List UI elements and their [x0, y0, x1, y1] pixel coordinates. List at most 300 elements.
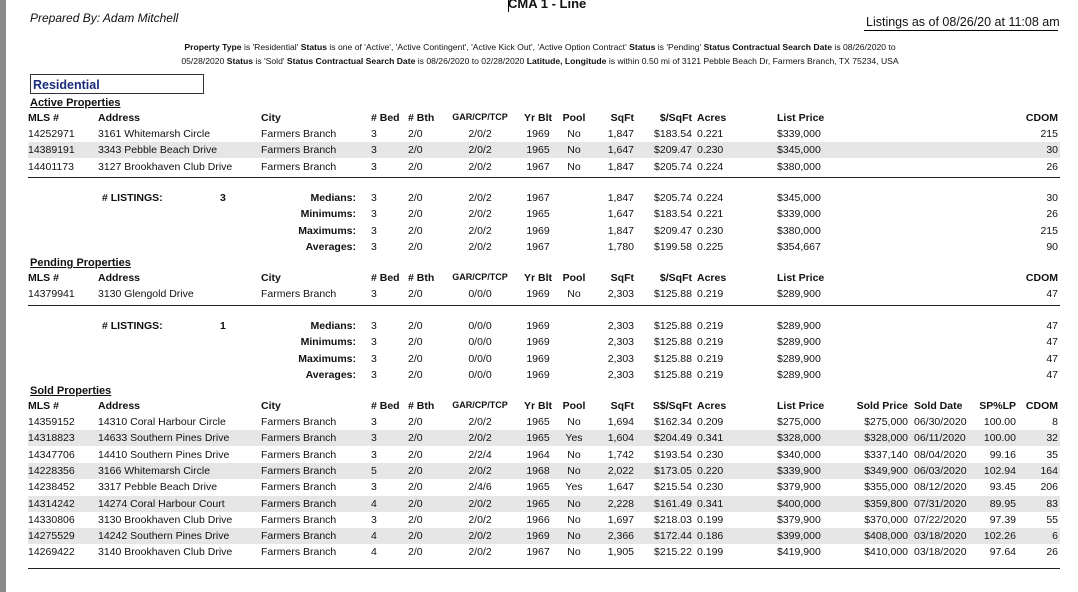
cell-mls: 14330806 [28, 513, 75, 526]
cell-bth: 2/0 [408, 513, 423, 526]
cell-sold-price: $337,140 [864, 448, 908, 461]
column-header-acres: Acres [697, 112, 727, 124]
column-header-mls: MLS # [28, 272, 59, 284]
table-row [28, 463, 1060, 479]
cell-yr: 1965 [526, 497, 550, 510]
column-header-gar: GAR/CP/TCP [452, 400, 508, 410]
column-header-pool: Pool [562, 112, 586, 124]
cell-yr: 1967 [526, 160, 550, 173]
listings-count-label: # LISTINGS: [102, 320, 163, 332]
cell-list: $339,000 [777, 128, 821, 140]
stat-gar: 2/0/2 [468, 208, 492, 221]
cell-mls: 14379941 [28, 288, 75, 300]
stat-psqft: $209.47 [654, 224, 692, 237]
cell-cdom: 8 [1052, 416, 1058, 428]
cell-bed: 3 [371, 481, 377, 494]
stat-acres: 0.219 [697, 320, 724, 332]
cell-yr: 1964 [526, 448, 550, 461]
stat-list: $339,000 [777, 208, 821, 221]
column-header-pool: Pool [562, 400, 586, 412]
cell-city: Farmers Branch [261, 288, 337, 300]
cell-yr: 1965 [526, 144, 550, 157]
cell-bed: 5 [371, 464, 377, 477]
cell-yr: 1967 [526, 546, 550, 559]
cell-bed: 3 [371, 513, 377, 526]
cell-acres: 0.230 [697, 481, 724, 494]
summary-row [28, 239, 1060, 255]
column-header-bth: # Bth [408, 272, 435, 284]
column-header-bed: # Bed [371, 400, 400, 412]
stat-sqft: 1,780 [607, 240, 634, 253]
stat-cdom: 47 [1046, 336, 1058, 349]
cell-psqft: $172.44 [654, 530, 692, 543]
cell-gar: 2/0/2 [468, 160, 492, 173]
column-header-cdom: CDOM [1025, 400, 1058, 412]
criteria-field: Status Contractual Search Date [703, 42, 833, 52]
cell-yr: 1968 [526, 464, 550, 477]
summary-row [28, 318, 1060, 334]
summary-row [28, 334, 1060, 350]
cell-yr: 1969 [526, 530, 550, 543]
cell-acres: 0.341 [697, 497, 724, 510]
column-header-sqft: SqFt [610, 400, 634, 412]
stat-cdom: 47 [1046, 320, 1058, 332]
cell-acres: 0.341 [697, 432, 724, 445]
cell-address: 3343 Pebble Beach Drive [98, 144, 218, 157]
criteria-value: is 08/26/2020 to 02/28/2020 [415, 56, 527, 66]
cell-psqft: $215.22 [654, 546, 692, 559]
cell-psqft: $218.03 [654, 513, 692, 526]
cell-psqft: $162.34 [654, 416, 692, 428]
cell-bed: 4 [371, 530, 377, 543]
column-header-row [28, 399, 1060, 414]
cell-address: 14633 Southern Pines Drive [98, 432, 230, 445]
listings-count-label: # LISTINGS: [102, 192, 163, 204]
cell-mls: 14347706 [28, 448, 75, 461]
listings-as-of: Listings as of 08/26/20 at 11:08 am [866, 15, 1060, 29]
cell-city: Farmers Branch [261, 160, 337, 173]
criteria-field: Property Type [184, 42, 242, 52]
cell-bed: 4 [371, 546, 377, 559]
section-title-sold: Sold Properties [30, 385, 112, 397]
cell-city: Farmers Branch [261, 497, 337, 510]
cell-city: Farmers Branch [261, 530, 337, 543]
stat-yr: 1969 [526, 368, 550, 381]
section-divider [28, 305, 1060, 306]
table-row [28, 479, 1060, 495]
cell-pool: No [567, 464, 581, 477]
cell-gar: 2/0/2 [468, 432, 492, 445]
column-header-list: List Price [777, 112, 825, 124]
column-header-psqft: $/SqFt [659, 272, 692, 284]
stat-bed: 3 [371, 368, 377, 381]
cell-acres: 0.209 [697, 416, 724, 428]
stat-bed: 3 [371, 336, 377, 349]
section-title-pending: Pending Properties [30, 257, 131, 269]
cell-sold-date: 07/31/2020 [914, 497, 967, 510]
listings-count: 3 [220, 192, 226, 204]
cell-bed: 3 [371, 288, 377, 300]
cell-sqft: 1,647 [607, 481, 634, 494]
cell-address: 14274 Coral Harbour Court [98, 497, 225, 510]
cell-cdom: 35 [1046, 448, 1058, 461]
criteria-field: Status Contractual Search Date [286, 56, 416, 66]
stat-list: $289,900 [777, 336, 821, 349]
cell-sqft: 1,847 [607, 160, 634, 173]
stat-psqft: $183.54 [654, 208, 692, 221]
table-row [28, 447, 1060, 463]
cell-bth: 2/0 [408, 432, 423, 445]
stat-cdom: 215 [1040, 224, 1058, 237]
cell-list: $379,900 [777, 481, 821, 494]
cell-yr: 1965 [526, 416, 550, 428]
cell-address: 3166 Whitemarsh Circle [98, 464, 211, 477]
cell-address: 3130 Glengold Drive [98, 288, 194, 300]
cell-cdom: 164 [1040, 464, 1058, 477]
stat-label-averages: Averages: [305, 368, 356, 381]
stat-label-minimums: Minimums: [300, 208, 356, 221]
cell-list: $340,000 [777, 448, 821, 461]
stat-psqft: $125.88 [654, 320, 692, 332]
cell-bth: 2/0 [408, 497, 423, 510]
stat-yr: 1969 [526, 224, 550, 237]
cell-bth: 2/0 [408, 160, 423, 173]
summary-row [28, 206, 1060, 222]
cell-sold-price: $410,000 [864, 546, 908, 559]
left-scroll-edge [0, 0, 6, 592]
cell-sqft: 2,366 [607, 530, 634, 543]
column-header-gar: GAR/CP/TCP [452, 272, 508, 282]
cell-gar: 2/0/2 [468, 464, 492, 477]
table-row [28, 159, 1060, 175]
cell-cdom: 26 [1046, 160, 1058, 173]
cell-bth: 2/0 [408, 128, 423, 140]
cell-sold-price: $408,000 [864, 530, 908, 543]
column-header-cdom: CDOM [1025, 272, 1058, 284]
cell-mls: 14318823 [28, 432, 75, 445]
stat-yr: 1967 [526, 192, 550, 204]
stat-cdom: 26 [1046, 208, 1058, 221]
cell-sqft: 1,697 [607, 513, 634, 526]
criteria-line-1 [100, 40, 980, 54]
column-header-address: Address [98, 400, 141, 412]
cell-cdom: 215 [1040, 128, 1058, 140]
cell-city: Farmers Branch [261, 513, 337, 526]
cell-psqft: $204.49 [654, 432, 692, 445]
stat-bth: 2/0 [408, 368, 423, 381]
stat-bed: 3 [371, 352, 377, 365]
cell-splp: 89.95 [989, 497, 1016, 510]
cell-gar: 2/0/2 [468, 128, 492, 140]
cell-yr: 1965 [526, 481, 550, 494]
cell-psqft: $193.54 [654, 448, 692, 461]
column-header-list: List Price [777, 400, 825, 412]
cell-gar: 2/0/2 [468, 144, 492, 157]
cell-gar: 2/0/2 [468, 530, 492, 543]
table-row [28, 286, 1060, 302]
cell-mls: 14314242 [28, 497, 75, 510]
cell-mls: 14269422 [28, 546, 75, 559]
cell-address: 14310 Coral Harbour Circle [98, 416, 226, 428]
stat-yr: 1965 [526, 208, 550, 221]
section-divider [28, 568, 1060, 569]
stat-list: $345,000 [777, 192, 821, 204]
stat-yr: 1969 [526, 320, 550, 332]
column-header-psqft: $/SqFt [659, 112, 692, 124]
stat-bth: 2/0 [408, 208, 423, 221]
column-header-address: Address [98, 112, 141, 124]
stat-yr: 1969 [526, 336, 550, 349]
cell-mls: 14275529 [28, 530, 75, 543]
cell-cdom: 206 [1040, 481, 1058, 494]
column-header-cdom: CDOM [1025, 112, 1058, 124]
summary-row [28, 367, 1060, 383]
column-header-city: City [261, 400, 281, 412]
cell-acres: 0.219 [697, 288, 724, 300]
column-header-mls: MLS # [28, 112, 59, 124]
cell-acres: 0.221 [697, 128, 724, 140]
stat-bed: 3 [371, 240, 377, 253]
cell-bth: 2/0 [408, 464, 423, 477]
cell-psqft: $161.49 [654, 497, 692, 510]
table-row [28, 142, 1060, 158]
stat-psqft: $205.74 [654, 192, 692, 204]
stat-acres: 0.219 [697, 368, 724, 381]
cell-yr: 1965 [526, 432, 550, 445]
cell-yr: 1969 [526, 288, 550, 300]
column-header-row [28, 111, 1060, 126]
cell-acres: 0.199 [697, 546, 724, 559]
report-title: CMA 1 - Line [508, 0, 587, 11]
cell-bth: 2/0 [408, 546, 423, 559]
column-header-city: City [261, 112, 281, 124]
stat-cdom: 90 [1046, 240, 1058, 253]
criteria-line-2 [100, 54, 980, 68]
section-title-active: Active Properties [30, 97, 121, 109]
cell-city: Farmers Branch [261, 448, 337, 461]
criteria-value: is 'Sold' [253, 56, 287, 66]
column-header-sold-date: Sold Date [914, 400, 963, 412]
summary-row [28, 190, 1060, 206]
cell-sqft: 2,022 [607, 464, 634, 477]
cell-sold-date: 07/22/2020 [914, 513, 967, 526]
cell-city: Farmers Branch [261, 464, 337, 477]
stat-gar: 0/0/0 [468, 336, 492, 349]
cell-splp: 100.00 [983, 416, 1016, 428]
cell-yr: 1969 [526, 128, 550, 140]
cell-acres: 0.186 [697, 530, 724, 543]
cell-pool: No [567, 160, 581, 173]
cell-list: $379,900 [777, 513, 821, 526]
cell-splp: 100.00 [983, 432, 1016, 445]
stat-yr: 1969 [526, 352, 550, 365]
column-header-acres: Acres [697, 400, 727, 412]
stat-sqft: 1,847 [607, 192, 634, 204]
column-header-mls: MLS # [28, 400, 59, 412]
cell-pool: No [567, 288, 581, 300]
as-of-underline [864, 30, 1058, 31]
column-header-splp: SP%LP [979, 400, 1016, 412]
cell-bth: 2/0 [408, 530, 423, 543]
stat-gar: 2/0/2 [468, 240, 492, 253]
cell-sold-date: 03/18/2020 [914, 530, 967, 543]
cell-pool: No [567, 530, 581, 543]
cell-bed: 3 [371, 128, 377, 140]
stat-list: $289,900 [777, 320, 821, 332]
cell-gar: 2/0/2 [468, 497, 492, 510]
stat-list: $354,667 [777, 240, 821, 253]
table-row [28, 512, 1060, 528]
stat-gar: 0/0/0 [468, 352, 492, 365]
cell-sold-price: $349,900 [864, 464, 908, 477]
table-row [28, 126, 1060, 142]
criteria-value: is one of 'Active', 'Active Contingent', 'Active Kick Out', 'Active Option Contract' [327, 42, 630, 52]
cell-sold-date: 08/04/2020 [914, 448, 967, 461]
stat-list: $289,900 [777, 352, 821, 365]
cell-sqft: 1,604 [607, 432, 634, 445]
stat-sqft: 2,303 [607, 352, 634, 365]
table-row [28, 430, 1060, 446]
cell-mls: 14359152 [28, 416, 75, 428]
cell-psqft: $209.47 [654, 144, 692, 157]
cell-acres: 0.199 [697, 513, 724, 526]
stat-psqft: $125.88 [654, 352, 692, 365]
stat-bed: 3 [371, 192, 377, 204]
cell-mls: 14401173 [28, 160, 74, 173]
column-header-sqft: SqFt [610, 112, 634, 124]
cell-city: Farmers Branch [261, 432, 337, 445]
cell-sold-price: $355,000 [864, 481, 908, 494]
cell-psqft: $183.54 [654, 128, 692, 140]
stat-cdom: 30 [1046, 192, 1058, 204]
cell-pool: No [567, 416, 581, 428]
table-row [28, 496, 1060, 512]
stat-bed: 3 [371, 208, 377, 221]
cell-sold-date: 08/12/2020 [914, 481, 967, 494]
stat-label-minimums: Minimums: [300, 336, 356, 349]
cell-gar: 2/0/2 [468, 546, 492, 559]
cell-gar: 2/4/6 [468, 481, 492, 494]
stat-psqft: $125.88 [654, 336, 692, 349]
cell-sqft: 2,228 [607, 497, 634, 510]
stat-gar: 0/0/0 [468, 320, 492, 332]
cell-pool: No [567, 513, 581, 526]
stat-label-maximums: Maximums: [298, 224, 356, 237]
cell-bed: 4 [371, 497, 377, 510]
cell-sqft: 1,647 [607, 144, 634, 157]
criteria-value: is 'Pending' [655, 42, 704, 52]
summary-row [28, 351, 1060, 367]
column-header-pool: Pool [562, 272, 586, 284]
cell-sold-price: $275,000 [864, 416, 908, 428]
cell-splp: 102.26 [983, 530, 1016, 543]
cell-mls: 14252971 [28, 128, 75, 140]
cell-acres: 0.230 [697, 144, 724, 157]
cell-sqft: 1,742 [607, 448, 634, 461]
cell-sold-date: 06/30/2020 [914, 416, 967, 428]
stat-bth: 2/0 [408, 224, 423, 237]
stat-psqft: $199.58 [654, 240, 692, 253]
cell-bed: 3 [371, 448, 377, 461]
cell-sqft: 1,694 [607, 416, 634, 428]
cell-bth: 2/0 [408, 481, 423, 494]
cell-pool: No [567, 546, 581, 559]
cell-mls: 14238452 [28, 481, 75, 494]
column-header-sold-price: Sold Price [856, 400, 908, 412]
cell-pool: No [567, 144, 581, 157]
criteria-value: 05/28/2020 [181, 56, 227, 66]
stat-list: $380,000 [777, 224, 821, 237]
column-header-bed: # Bed [371, 112, 400, 124]
cell-psqft: $173.05 [654, 464, 692, 477]
cell-acres: 0.220 [697, 464, 724, 477]
cell-pool: Yes [565, 432, 583, 445]
cell-list: $380,000 [777, 160, 821, 173]
criteria-value: is 08/26/2020 to [832, 42, 896, 52]
criteria-field: Latitude, Longitude [526, 56, 607, 66]
stat-bth: 2/0 [408, 336, 423, 349]
stat-bth: 2/0 [408, 240, 423, 253]
stat-acres: 0.225 [697, 240, 724, 253]
cell-pool: No [567, 497, 581, 510]
cell-bed: 3 [371, 432, 377, 445]
column-header-yrblt: Yr Blt [523, 272, 552, 284]
summary-row [28, 223, 1060, 239]
stat-gar: 2/0/2 [468, 224, 492, 237]
stat-bth: 2/0 [408, 352, 423, 365]
cell-sqft: 1,905 [607, 546, 634, 559]
table-row [28, 544, 1060, 560]
cell-cdom: 6 [1052, 530, 1058, 543]
table-row [28, 528, 1060, 544]
section-divider [28, 177, 1060, 178]
stat-acres: 0.219 [697, 352, 724, 365]
cell-splp: 97.39 [989, 513, 1016, 526]
cell-address: 14410 Southern Pines Drive [98, 448, 230, 461]
cell-city: Farmers Branch [261, 481, 337, 494]
cell-cdom: 30 [1046, 144, 1058, 157]
cell-city: Farmers Branch [261, 128, 337, 140]
stat-bed: 3 [371, 320, 377, 332]
residential-tab[interactable]: Residential [30, 74, 204, 94]
cell-gar: 2/0/2 [468, 513, 492, 526]
stat-yr: 1967 [526, 240, 550, 253]
stat-label-maximums: Maximums: [298, 352, 356, 365]
prepared-by: Prepared By: Adam Mitchell [30, 11, 179, 25]
cell-address: 3317 Pebble Beach Drive [98, 481, 218, 494]
cell-address: 3130 Brookhaven Club Drive [98, 513, 233, 526]
cell-cdom: 26 [1046, 546, 1058, 559]
cell-splp: 99.16 [989, 448, 1016, 461]
stat-sqft: 2,303 [607, 368, 634, 381]
cell-address: 3140 Brookhaven Club Drive [98, 546, 233, 559]
cell-list: $400,000 [777, 497, 821, 510]
cell-splp: 93.45 [989, 481, 1016, 494]
stat-acres: 0.224 [697, 192, 724, 204]
cell-acres: 0.230 [697, 448, 724, 461]
criteria-field: Status [300, 42, 327, 52]
cell-splp: 102.94 [983, 464, 1016, 477]
cell-sold-price: $370,000 [864, 513, 908, 526]
criteria-field: Status [629, 42, 656, 52]
cell-cdom: 83 [1046, 497, 1058, 510]
cell-address: 3127 Brookhaven Club Drive [98, 160, 233, 173]
cell-bth: 2/0 [408, 288, 423, 300]
cell-psqft: $215.54 [654, 481, 692, 494]
cell-city: Farmers Branch [261, 546, 337, 559]
cell-sold-date: 06/03/2020 [914, 464, 967, 477]
cell-bed: 3 [371, 416, 377, 428]
